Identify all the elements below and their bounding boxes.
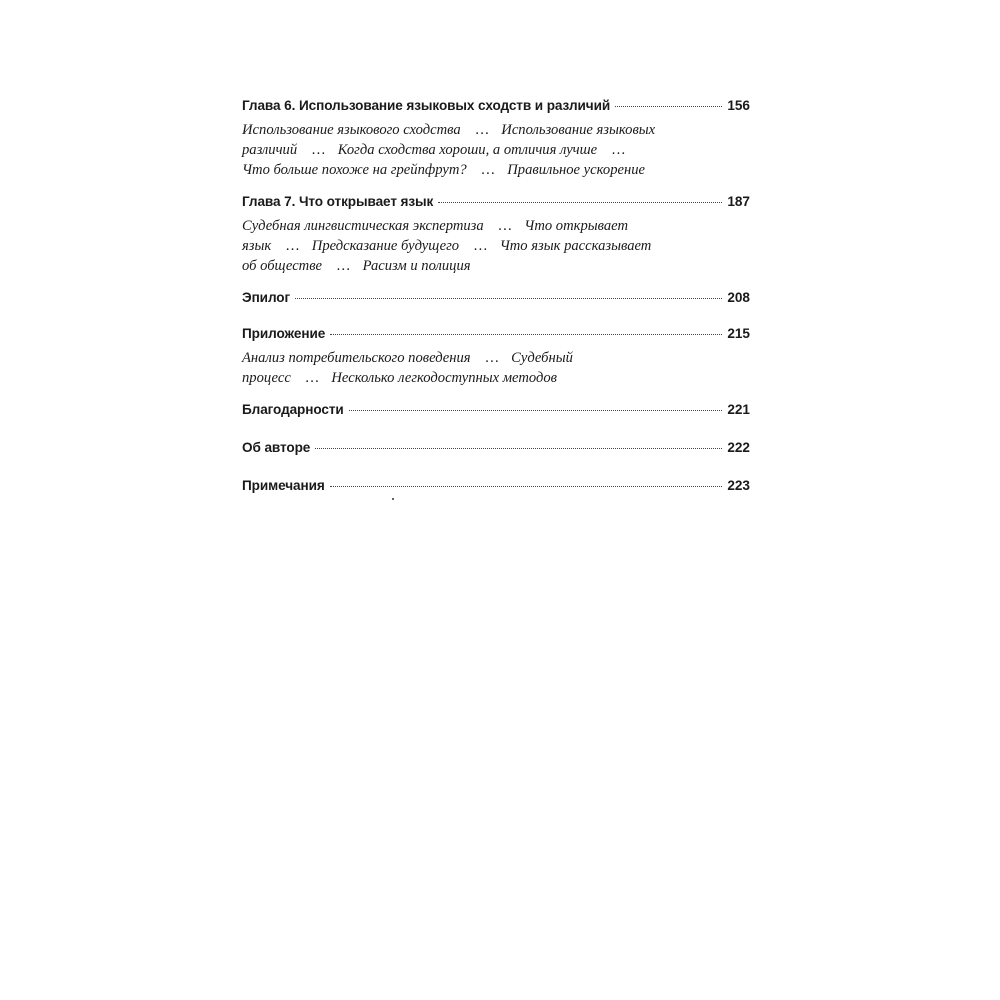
subsection-line [242,160,692,180]
subsection-text: Судебная лингвистическая экспертиза [242,218,484,234]
toc-entry-page-number: 187 [727,194,750,209]
subsection-text: процесс [242,370,291,386]
dot-leader [438,201,722,203]
toc-entry-heading[interactable] [242,98,750,120]
subsection-text: различий [242,142,298,158]
toc-entry-page-number: 215 [727,326,750,341]
subsection-text: Анализ потребительского поведения [242,350,471,366]
subsection-line [242,348,692,368]
toc-entry-subsections [242,216,692,276]
toc-entry-title: Об авторе [242,440,311,455]
toc-entry-epilogue [242,290,750,312]
dot-leader [295,297,722,299]
toc-entry-chapter-7 [242,194,750,276]
subsection-text: Использование языковых [501,122,656,138]
toc-entry-heading[interactable] [242,290,750,312]
subsection-text: Использование языкового сходства [242,122,461,138]
subsection-line [242,368,692,388]
ellipsis-separator: … [497,218,513,234]
ellipsis-separator: … [480,162,496,178]
subsection-text: об обществе [242,258,323,274]
toc-entry-title: Эпилог [242,290,291,305]
ellipsis-separator: … [473,238,488,254]
subsection-line [242,236,692,256]
toc-entry-page-number: 222 [727,440,750,455]
toc-entry-page-number: 221 [727,402,750,417]
toc-entry-heading[interactable] [242,440,750,462]
toc-entry-appendix [242,326,750,388]
toc-entry-title: Благодарности [242,402,344,417]
dot-leader [330,485,723,487]
subsection-text: Что язык рассказывает [499,238,652,254]
ellipsis-separator: … [611,142,626,158]
dot-leader [349,409,723,411]
toc-entry-heading[interactable] [242,326,750,348]
toc-entry-heading[interactable] [242,478,750,500]
dot-leader [330,333,722,335]
subsection-line [242,256,692,276]
toc-entry-page-number: 156 [727,98,750,113]
subsection-text: Что открывает [524,218,629,234]
toc-entry-about-author [242,440,750,462]
toc-entry-title: Глава 7. Что открывает язык [242,194,434,209]
toc-entry-subsections [242,120,692,180]
ellipsis-separator: … [285,238,300,254]
toc-entry-title: Приложение [242,326,326,341]
dot-leader [615,105,722,107]
subsection-text: Судебный [511,350,573,366]
table-of-contents [242,98,750,500]
subsection-text: Когда сходства хороши, а отличия лучше [337,142,598,158]
subsection-text: Несколько легкодоступных методов [331,370,558,386]
subsection-line [242,216,692,236]
toc-entry-subsections [242,348,692,388]
toc-entry-acknowledgements [242,402,750,424]
toc-entry-page-number: 208 [727,290,750,305]
toc-entry-heading[interactable] [242,402,750,424]
print-speck [392,498,394,500]
toc-entry-title: Глава 6. Использование языковых сходств и различий [242,98,611,113]
toc-entry-heading[interactable] [242,194,750,216]
subsection-text: Правильное ускорение [507,162,645,178]
toc-entry-chapter-6 [242,98,750,180]
ellipsis-separator: … [336,258,351,274]
dot-leader [315,447,722,449]
subsection-line [242,140,692,160]
ellipsis-separator: … [304,370,320,386]
subsection-text: Предсказание будущего [311,238,460,254]
ellipsis-separator: … [484,350,500,366]
ellipsis-separator: … [474,122,490,138]
toc-entry-title: Примечания [242,478,325,493]
subsection-text: язык [242,238,272,254]
subsection-line [242,120,692,140]
subsection-text: Расизм и полиция [362,258,471,274]
toc-entry-notes [242,478,750,500]
subsection-text: Что больше похоже на грейпфрут? [242,162,467,178]
toc-entry-page-number: 223 [727,478,750,493]
ellipsis-separator: … [311,142,326,158]
